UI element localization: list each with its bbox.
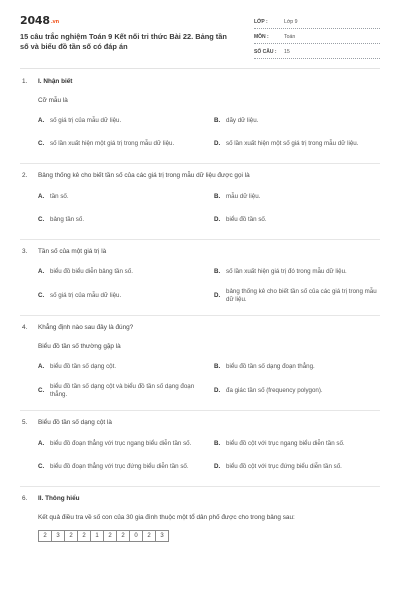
logo-text: 2048 <box>20 14 50 27</box>
option-c[interactable] <box>38 212 210 228</box>
option-text: biểu đồ đoạn thẳng với trục ngang biểu diễn tần số. <box>50 439 192 447</box>
option-label: D. <box>214 462 221 470</box>
option-label: A. <box>38 117 45 125</box>
question-number: 5. <box>22 419 28 427</box>
option-text: biểu đồ tần số. <box>226 215 267 223</box>
option-label: D. <box>214 140 221 148</box>
question-text: Bảng thống kê cho biết tần số của các giá trị trong mẫu dữ liệu được gọi là <box>38 172 250 180</box>
data-table <box>38 530 380 542</box>
question-subtext: Biểu đồ tần số thường gặp là <box>38 342 121 350</box>
option-label: A. <box>38 363 45 371</box>
option-d[interactable] <box>214 459 386 475</box>
option-text: đa giác tần số (frequency polygon). <box>226 386 323 394</box>
option-text: biểu đồ tần số dạng cột và biểu đồ tần số dạng đoạn thẳng. <box>50 382 195 398</box>
option-text: số giá trị của mẫu dữ liệu. <box>50 291 122 299</box>
option-text: biểu đồ đoạn thẳng với trục đứng biểu diễn tần số. <box>50 462 189 470</box>
option-label: D. <box>214 291 221 299</box>
meta-key: LỚP : <box>254 19 268 26</box>
meta-value: Lớp 9 <box>284 18 298 25</box>
question-text: Tần số của một giá trị là <box>38 247 107 255</box>
question-1 <box>20 78 380 164</box>
option-a[interactable] <box>38 360 210 376</box>
option-text: bảng thống kê cho biết tần số của các giá trị trong mẫu dữ liệu. <box>226 287 377 303</box>
option-label: C. <box>38 386 45 394</box>
option-label: C. <box>38 291 45 299</box>
option-text: biểu đồ tần số dạng cột. <box>50 363 117 371</box>
option-label: B. <box>214 192 221 200</box>
option-text: biểu đồ cột với trục ngang biểu diễn tần số. <box>226 439 345 447</box>
option-text: tần số. <box>50 192 69 200</box>
site-logo[interactable] <box>20 14 59 29</box>
option-text: số giá trị của mẫu dữ liệu. <box>50 117 122 125</box>
question-text: Biểu đồ tần số dạng cột là <box>38 419 112 427</box>
question-number: 1. <box>22 78 28 85</box>
answer-options <box>38 189 380 235</box>
option-a[interactable] <box>38 189 210 205</box>
option-label: C. <box>38 140 45 148</box>
question-text: Kết quả điều tra về số con của 30 gia đình thuộc một tổ dân phố được cho trong bảng sau: <box>38 513 295 521</box>
option-text: biểu đồ cột với trục đứng biểu diễn tần số. <box>226 462 342 470</box>
option-text: biểu đồ tần số dạng đoạn thẳng. <box>226 363 315 371</box>
option-c[interactable] <box>38 288 210 305</box>
table-cell: 2 <box>64 530 78 542</box>
option-d[interactable] <box>214 136 386 152</box>
question-divider <box>20 163 380 164</box>
question-text: Khẳng định nào sau đây là đúng? <box>38 324 134 332</box>
option-text: bảng tần số. <box>50 215 85 223</box>
option-d[interactable] <box>214 288 386 305</box>
option-label: C. <box>38 215 45 223</box>
option-text: số lần xuất hiện một giá trị trong mẫu dữ liệu. <box>50 140 175 148</box>
section-heading: II. Thông hiểu <box>38 494 80 502</box>
meta-value: Toán <box>284 33 296 40</box>
option-label: B. <box>214 439 221 447</box>
option-text: số lần xuất hiện một số giá trị trong mẫu dữ liệu. <box>226 140 359 148</box>
answer-options <box>38 436 380 482</box>
option-text: dãy dữ liệu. <box>226 117 259 125</box>
option-d[interactable] <box>214 383 386 400</box>
question-text: Cỡ mẫu là <box>38 96 68 104</box>
option-b[interactable] <box>214 189 386 205</box>
question-3 <box>20 248 380 316</box>
option-a[interactable] <box>38 113 210 129</box>
meta-key: MÔN : <box>254 34 269 41</box>
option-d[interactable] <box>214 212 386 228</box>
table-cell: 3 <box>155 530 169 542</box>
table-cell: 2 <box>103 530 117 542</box>
table-cell: 1 <box>90 530 104 542</box>
table-cell: 3 <box>51 530 65 542</box>
meta-key: SỐ CÂU : <box>254 49 277 56</box>
header-divider <box>20 68 380 69</box>
option-label: B. <box>214 268 221 276</box>
option-label: A. <box>38 192 45 200</box>
table-cell: 2 <box>142 530 156 542</box>
option-label: B. <box>214 363 221 371</box>
option-label: A. <box>38 268 45 276</box>
option-label: A. <box>38 439 45 447</box>
page-title: 15 câu trắc nghiệm Toán 9 Kết nối tri thức Bài 22. Bảng tần số và biểu đồ tần số có đáp án <box>20 32 227 52</box>
question-number: 4. <box>22 324 28 332</box>
option-b[interactable] <box>214 436 386 452</box>
question-2 <box>20 172 380 240</box>
option-label: D. <box>214 215 221 223</box>
option-c[interactable] <box>38 383 210 400</box>
question-6 <box>20 495 380 542</box>
question-divider <box>20 239 380 240</box>
meta-row-class <box>254 14 380 29</box>
logo-suffix: .vn <box>50 19 59 25</box>
meta-row-subject <box>254 29 380 44</box>
question-divider <box>20 410 380 411</box>
question-number: 2. <box>22 172 28 180</box>
question-number: 6. <box>22 494 28 502</box>
option-text: số lần xuất hiện giá trị đó trong mẫu dữ liệu. <box>226 268 347 276</box>
question-divider <box>20 486 380 487</box>
table-cell: 0 <box>129 530 143 542</box>
option-c[interactable] <box>38 459 210 475</box>
question-5 <box>20 419 380 487</box>
option-b[interactable] <box>214 360 386 376</box>
question-4 <box>20 324 380 411</box>
option-a[interactable] <box>38 436 210 452</box>
option-label: D. <box>214 386 221 394</box>
table-cell: 2 <box>77 530 91 542</box>
option-b[interactable] <box>214 265 386 281</box>
question-number: 3. <box>22 247 28 255</box>
option-a[interactable] <box>38 265 210 281</box>
option-c[interactable] <box>38 136 210 152</box>
table-cell: 2 <box>116 530 130 542</box>
option-label: C. <box>38 462 45 470</box>
meta-panel <box>254 14 380 59</box>
page-header <box>0 0 400 68</box>
option-label: B. <box>214 117 221 125</box>
option-text: biểu đồ biểu diễn bảng tần số. <box>50 268 133 276</box>
option-text: mẫu dữ liệu. <box>226 192 261 200</box>
question-list <box>20 78 380 542</box>
section-heading: I. Nhận biết <box>38 78 73 85</box>
answer-options <box>38 113 380 159</box>
question-divider <box>20 315 380 316</box>
answer-options <box>38 360 380 407</box>
meta-row-count <box>254 44 380 59</box>
answer-options <box>38 265 380 312</box>
meta-value: 15 <box>284 48 290 55</box>
option-b[interactable] <box>214 113 386 129</box>
table-cell: 2 <box>38 530 52 542</box>
